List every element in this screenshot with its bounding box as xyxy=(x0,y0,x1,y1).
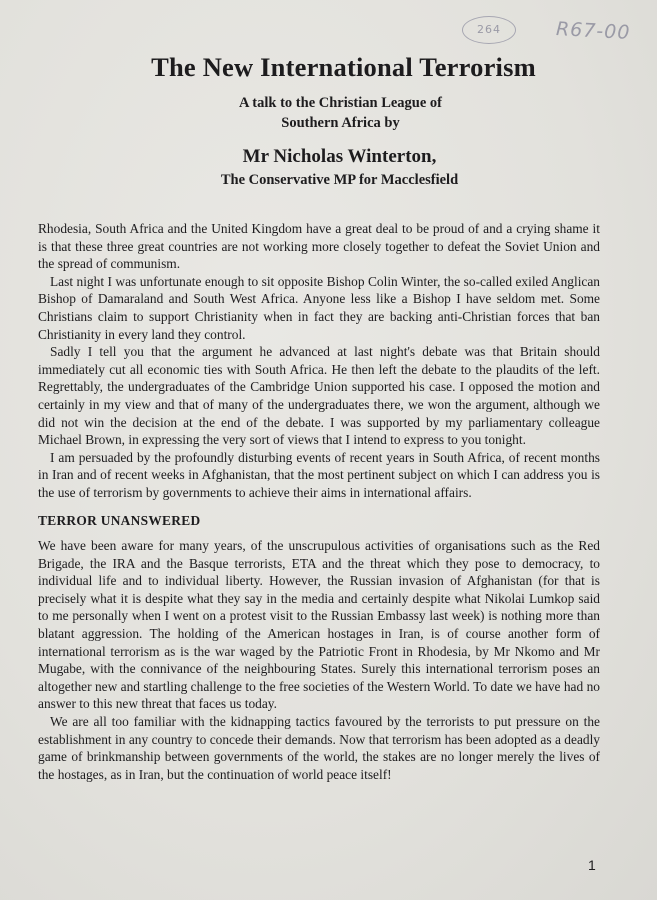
subtitle-line-2: Southern Africa by xyxy=(281,115,400,131)
body-paragraph: Sadly I tell you that the argument he advanced at last night's debate was that Britain should immediately cut all economic ties with South Africa. He then left the debate to the plaudits of the left. Regrettably, the undergraduates of the Cambridge Union supported his case. I opposed the motion and certainly in my view and that of many of the undergraduates there, we won the argument, although we did not win the decision at the end of the debate. I was supported by my parliamentary colleague Michael Brown, in expressing the very sort of views that I intend to express to you tonight. xyxy=(38,344,600,448)
body-paragraph: Last night I was unfortunate enough to sit opposite Bishop Colin Winter, the so-called exiled Anglican Bishop of Damaraland and South West Africa. Anyone less like a Bishop I have seldom met. Some Christians claim to support Christianity when in fact they are backing anti-Christian forces that ban Christianity in every land they control. xyxy=(38,273,600,342)
speaker-role: The Conservative MP for Macclesfield xyxy=(220,172,459,188)
subtitle-line-1: A talk to the Christian League of xyxy=(239,95,442,111)
handwritten-reference-code: R67-00 xyxy=(555,18,631,44)
page-number: 1 xyxy=(588,857,596,873)
subtitle xyxy=(0,93,657,133)
circled-archive-number: 264 xyxy=(462,16,516,44)
body-paragraph: I am persuaded by the profoundly disturbing events of recent years in South Africa, of recent months in Iran and of recent weeks in Afghanistan, that the most pertinent subject on which I can address you is the use of terrorism by governments to achieve their aims in international affairs. xyxy=(38,449,600,500)
body-paragraph: Rhodesia, South Africa and the United Kingdom have a great deal to be proud of and a crying shame it is that these three great countries are not working more closely together to defeat the Soviet Union and the spread of communism. xyxy=(38,221,600,272)
document-title: The New International Terrorism xyxy=(151,52,536,82)
section-paragraph: We are all too familiar with the kidnapping tactics favoured by the terrorists to put pressure on the establishment in any country to concede their demands. Now that terrorism has been adopted as a deadly game of brinkmanship between governments of the world, the stakes are no longer merely the lives of the hostages, as in Iran, but the continuation of world peace itself! xyxy=(38,714,600,782)
article-body xyxy=(38,220,600,783)
section-heading: TERROR UNANSWERED xyxy=(38,512,201,528)
section-paragraph: We have been aware for many years, of the unscrupulous activities of organisations such as the Red Brigade, the IRA and the Basque terrorists, ETA and the threat which they pose to democracy, to individual life and to individual liberty. However, the Russian invasion of Afghanistan (for that is precisely what it is despite what they say in the media and certainly despite what Nikolai Lumkop said to me personally when I went on a protest visit to the Russian Embassy last week) is nothing more than blatant aggression. The holding of the American hostages in Iran, is of course another form of international terrorism as is the war waged by the Patriotic Front in Rhodesia, by Mr Nkomo and Mr Mugabe, with the connivance of the neighbouring States. Surely this international terrorism poses an altogether new and startling challenge to the free societies of the Western World. To date we have had no answer to this new threat that faces us today. xyxy=(38,538,600,712)
speaker-name: Mr Nicholas Winterton, xyxy=(242,146,437,167)
